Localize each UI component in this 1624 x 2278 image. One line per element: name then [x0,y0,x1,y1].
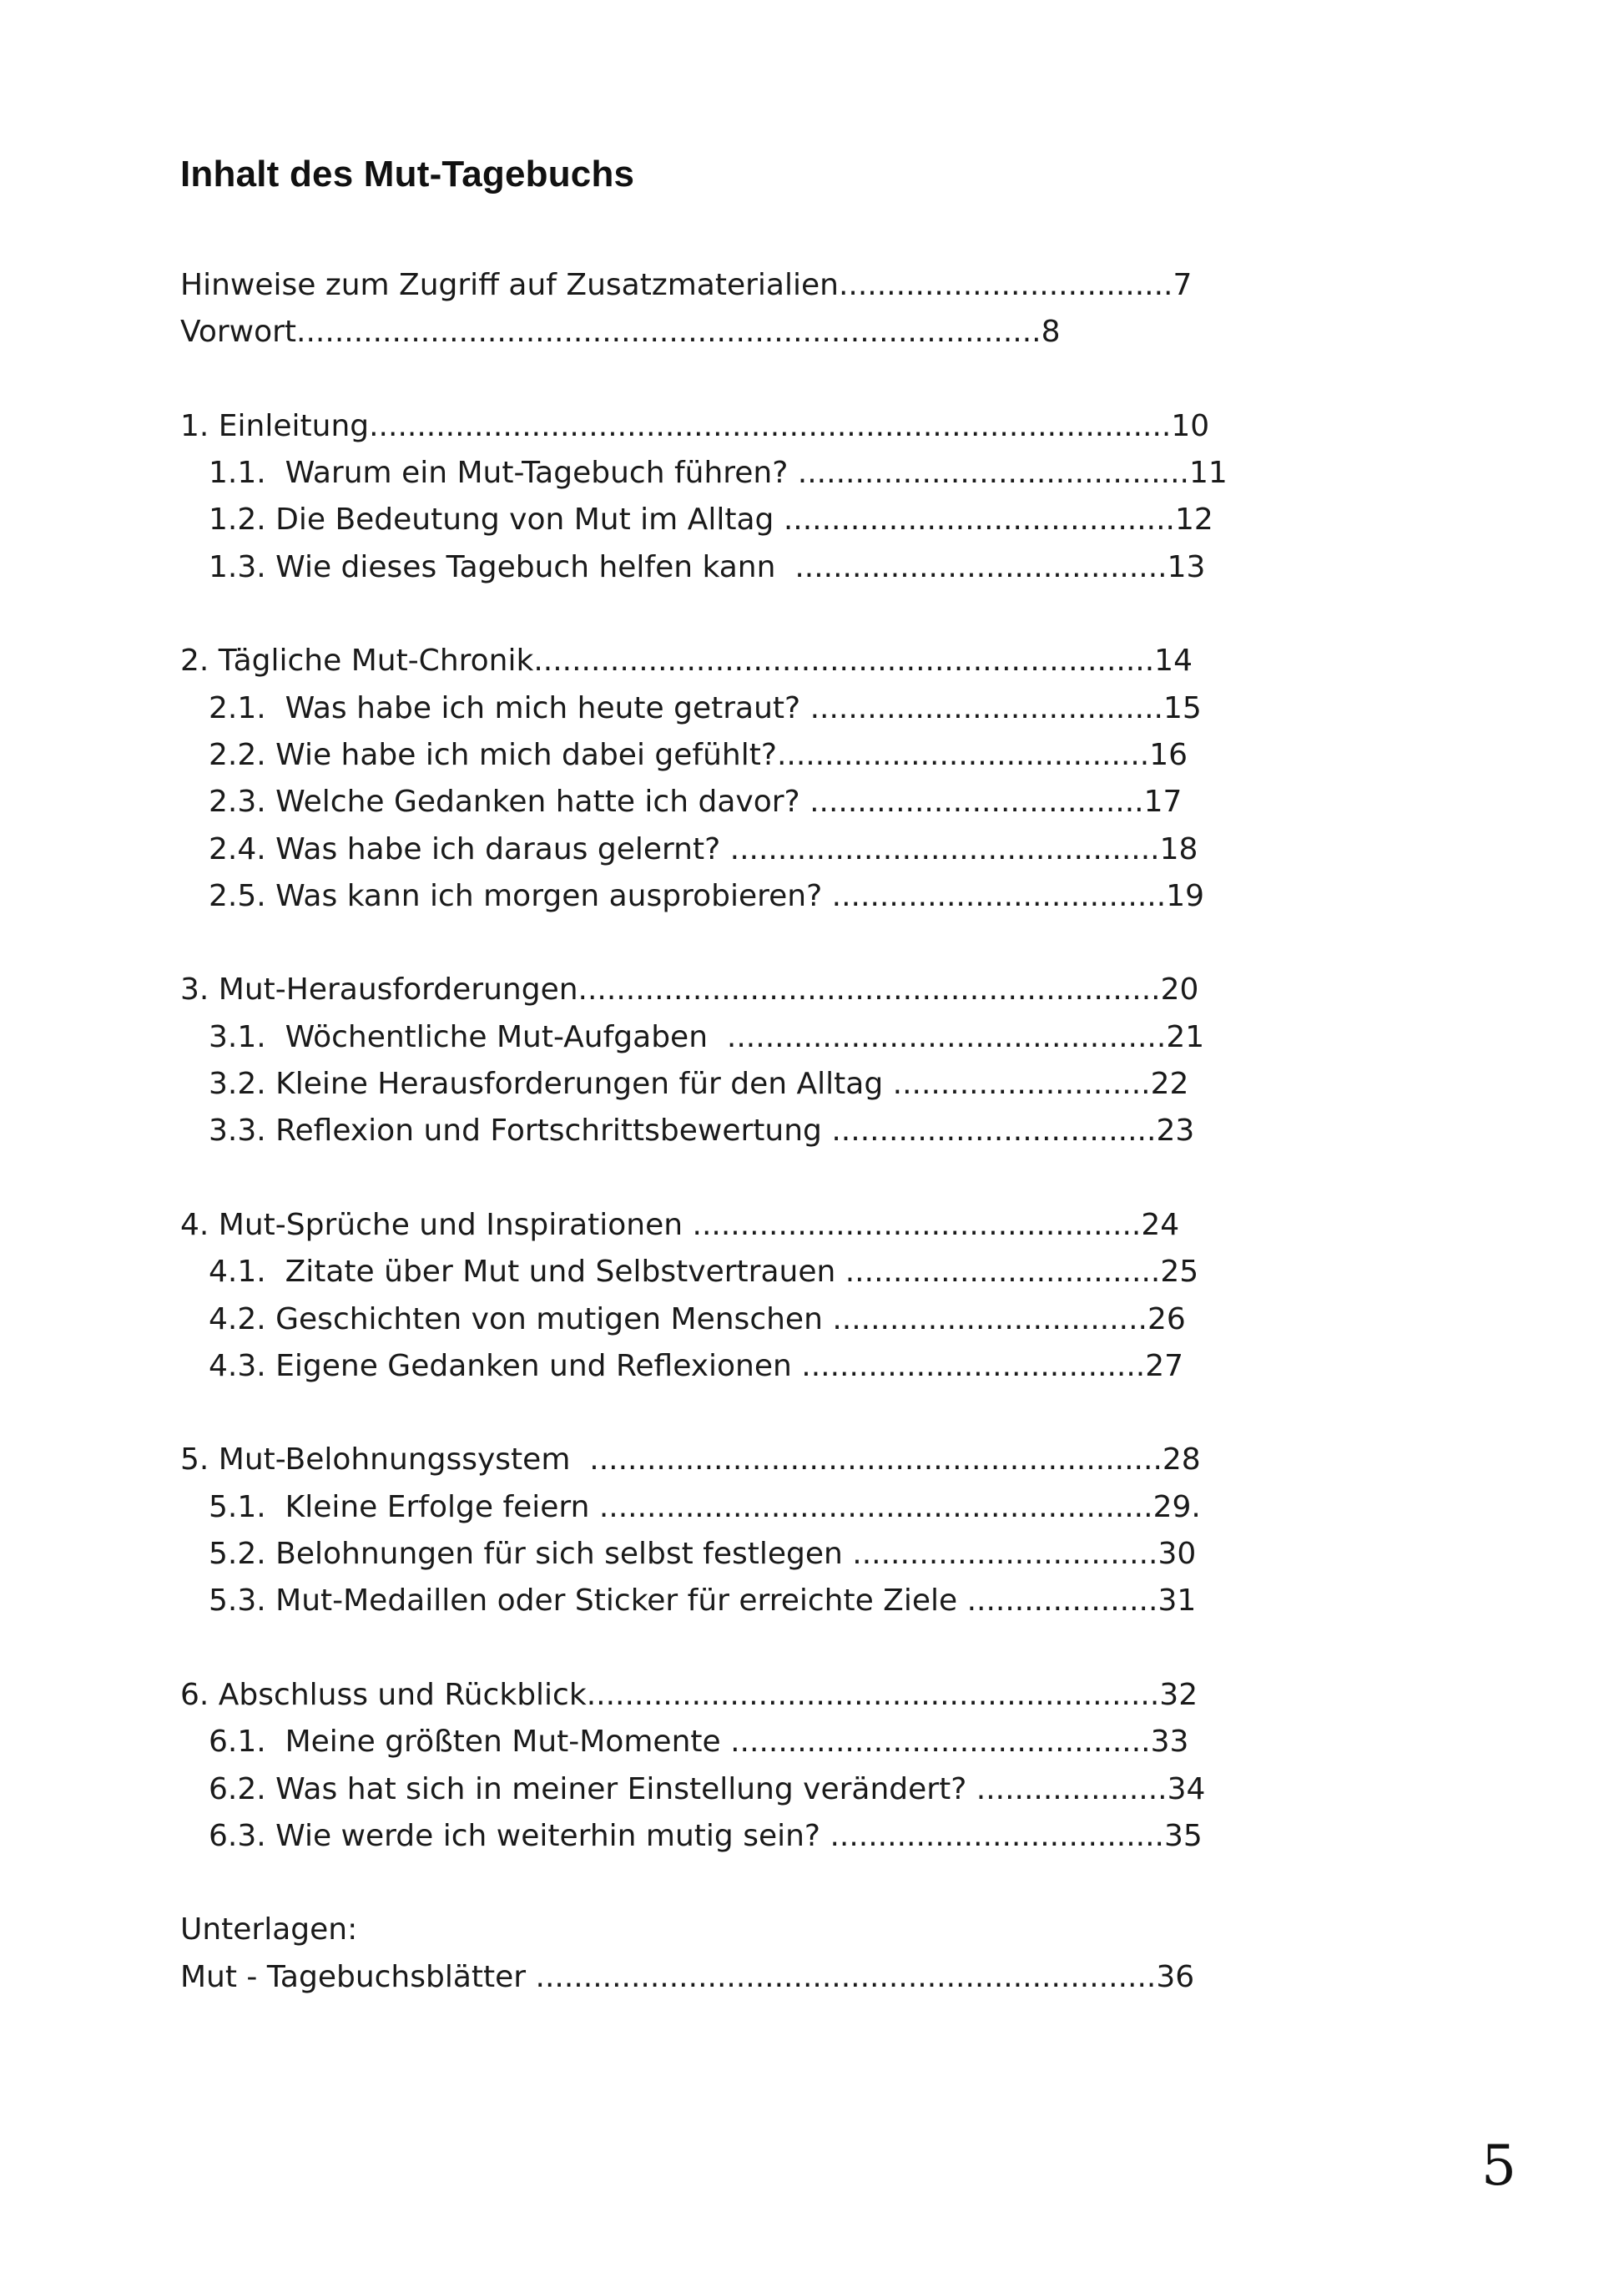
toc-entry-label: 2.5. Was kann ich morgen ausprobieren? [209,878,832,913]
toc-subentry [180,826,1198,873]
toc-subentry [180,1296,1186,1343]
toc-leader-dots: ................................ [852,1537,1158,1572]
toc-leader-dots: .............................................................................. [296,315,1041,350]
toc-subentry [180,779,1183,826]
toc-subentry [180,497,1213,543]
toc-entry-label: 5.1. Kleine Erfolge feiern [209,1489,599,1524]
toc-entry-label: 6.3. Wie werde ich weiterhin mutig sein? [209,1818,830,1853]
toc-entry [180,1907,1165,1953]
toc-leader-dots: ....................................... [776,737,1150,772]
toc-entry [180,638,1193,684]
toc-page-number: 7 [1173,268,1193,302]
toc-page-number: 30 [1157,1537,1197,1572]
toc-page-number: 36 [1156,1959,1195,1994]
toc-page-number: 14 [1154,644,1193,679]
table-of-contents [180,262,1228,2001]
toc-entry-label: 4.2. Geschichten von mutigen Menschen [209,1301,833,1336]
toc-leader-dots: .................... [976,1771,1168,1806]
toc-leader-dots: ............................................. [729,831,1160,866]
toc-leader-dots: ......................................... [797,456,1189,491]
toc-spacer [180,1860,1165,1907]
toc-page-number: 8 [1041,315,1061,350]
toc-subentry [180,1766,1206,1813]
page-number: 5 [1481,2134,1516,2198]
toc-subentry [180,1108,1195,1154]
toc-subentry [180,685,1202,732]
toc-page-number: 18 [1159,831,1198,866]
toc-entry [180,262,1193,309]
toc-leader-dots: ................................................................. [533,644,1155,679]
toc-title: Inhalt des Mut-Tagebuchs [180,154,635,194]
toc-leader-dots: ................................. [845,1255,1161,1290]
toc-page-number: 20 [1160,972,1199,1008]
toc-leader-dots: ................................... [830,1818,1164,1853]
toc-entry [180,1672,1198,1719]
toc-leader-dots: ................................... [838,268,1173,302]
toc-subentry [180,1578,1197,1624]
toc-subentry [180,1484,1201,1531]
toc-page-number: 27 [1145,1348,1184,1383]
toc-page-number: 11 [1188,456,1228,491]
toc-leader-dots: ............................................................ [586,1677,1160,1712]
toc-page-number: 29. [1152,1489,1201,1524]
toc-page-number: 15 [1163,690,1202,725]
toc-page-number: 23 [1156,1114,1195,1149]
toc-entry-label: 1.3. Wie dieses Tagebuch helfen kann [209,549,795,584]
toc-entry-label: 3. Mut-Herausforderungen [180,972,578,1008]
toc-leader-dots: ............................................ [730,1725,1151,1760]
toc-leader-dots: .................................. [831,1114,1157,1149]
toc-entry-label: 5. Mut-Belohnungssystem [180,1442,590,1477]
toc-spacer [180,356,1165,403]
toc-entry-label: 1. Einleitung [180,408,370,443]
toc-leader-dots: .......................................................... [598,1489,1153,1524]
toc-page-number: 12 [1175,503,1213,538]
toc-leader-dots: ................................. [832,1301,1147,1336]
toc-entry [180,1437,1201,1483]
toc-leader-dots: ........................... [892,1067,1151,1102]
toc-page-number: 24 [1141,1207,1180,1242]
toc-page-number: 21 [1166,1019,1205,1054]
toc-leader-dots: ................................... [809,785,1144,820]
toc-leader-dots: ................................................................. [535,1959,1157,1994]
toc-page-number: 33 [1150,1725,1189,1760]
toc-entry-label: 2.4. Was habe ich daraus gelernt? [209,831,730,866]
toc-spacer [180,1155,1165,1202]
toc-subentry [180,1719,1189,1765]
toc-page-number: 10 [1171,408,1210,443]
toc-page-number: 32 [1159,1677,1198,1712]
toc-entry-label: 5.2. Belohnungen für sich selbst festlegen [209,1537,853,1572]
toc-leader-dots: ............................................................ [589,1442,1163,1477]
toc-subentry [180,1061,1189,1108]
toc-leader-dots: ....................................... [794,549,1168,584]
toc-leader-dots: .............................................. [726,1019,1167,1054]
toc-subentry [180,1249,1199,1296]
toc-spacer [180,1390,1165,1437]
toc-page-number: 16 [1149,737,1188,772]
toc-entry [180,403,1210,450]
toc-entry-label: 3.2. Kleine Herausforderungen für den Alltag [209,1067,893,1102]
toc-entry-label: 1.1. Warum ein Mut-Tagebuch führen? [209,456,798,491]
toc-entry [180,1954,1195,2001]
toc-leader-dots: .................... [966,1583,1158,1619]
toc-entry [180,967,1199,1013]
toc-leader-dots: ................................... [831,878,1167,913]
toc-page-number: 28 [1162,1442,1201,1477]
toc-page-number: 22 [1150,1067,1189,1102]
toc-leader-dots: ......................................... [783,503,1175,538]
toc-subentry [180,1343,1184,1390]
toc-page-number: 31 [1157,1583,1197,1619]
toc-page-number: 26 [1147,1301,1186,1336]
toc-spacer [180,920,1165,967]
toc-entry-label: 6. Abschluss und Rückblick [180,1677,587,1712]
toc-subentry [180,1531,1197,1578]
toc-entry-label: Unterlagen: [180,1912,358,1947]
toc-entry-label: 1.2. Die Bedeutung von Mut im Alltag [209,503,784,538]
toc-subentry [180,732,1188,779]
toc-entry-label: 6.2. Was hat sich in meiner Einstellung verändert? [209,1771,976,1806]
toc-spacer [180,1625,1165,1672]
toc-entry-label: 2.3. Welche Gedanken hatte ich davor? [209,785,810,820]
toc-spacer [180,591,1165,638]
toc-subentry [180,544,1206,591]
toc-page-number: 25 [1160,1255,1199,1290]
toc-subentry [180,873,1205,920]
toc-entry-label: 3.1. Wöchentliche Mut-Aufgaben [209,1019,727,1054]
toc-entry [180,1202,1180,1249]
toc-entry [180,309,1165,356]
toc-page-number: 34 [1167,1771,1206,1806]
toc-entry-label: Mut - Tagebuchsblätter [180,1959,536,1994]
toc-leader-dots: ............................................................. [577,972,1161,1008]
toc-page-number: 13 [1167,549,1206,584]
toc-entry-label: 4.1. Zitate über Mut und Selbstvertrauen [209,1255,845,1290]
toc-page-number: 35 [1164,1818,1203,1853]
toc-entry-label: Hinweise zum Zugriff auf Zusatzmaterialien [180,268,839,302]
toc-entry-label: 2.1. Was habe ich mich heute getraut? [209,690,810,725]
toc-entry-label: 4.3. Eigene Gedanken und Reflexionen [209,1348,802,1383]
toc-leader-dots: ..................................... [809,690,1163,725]
toc-subentry [180,1014,1205,1061]
toc-entry-label: 3.3. Reflexion und Fortschrittsbewertung [209,1114,832,1149]
toc-entry-label: 2. Tägliche Mut-Chronik [180,644,534,679]
toc-entry-label: 2.2. Wie habe ich mich dabei gefühlt? [209,737,777,772]
toc-entry-label: 4. Mut-Sprüche und Inspirationen [180,1207,693,1242]
toc-subentry [180,450,1228,497]
toc-page-number: 19 [1166,878,1205,913]
toc-leader-dots: ............................................... [692,1207,1142,1242]
toc-entry-label: Vorwort [180,315,297,350]
toc-entry-label: 6.1. Meine größten Mut-Momente [209,1725,731,1760]
toc-entry-label: 5.3. Mut-Medaillen oder Sticker für erreichte Ziele [209,1583,967,1619]
toc-leader-dots: .................................... [801,1348,1146,1383]
toc-page-number: 17 [1143,785,1183,820]
toc-leader-dots: .................................................................................... [369,408,1172,443]
toc-subentry [180,1813,1203,1860]
